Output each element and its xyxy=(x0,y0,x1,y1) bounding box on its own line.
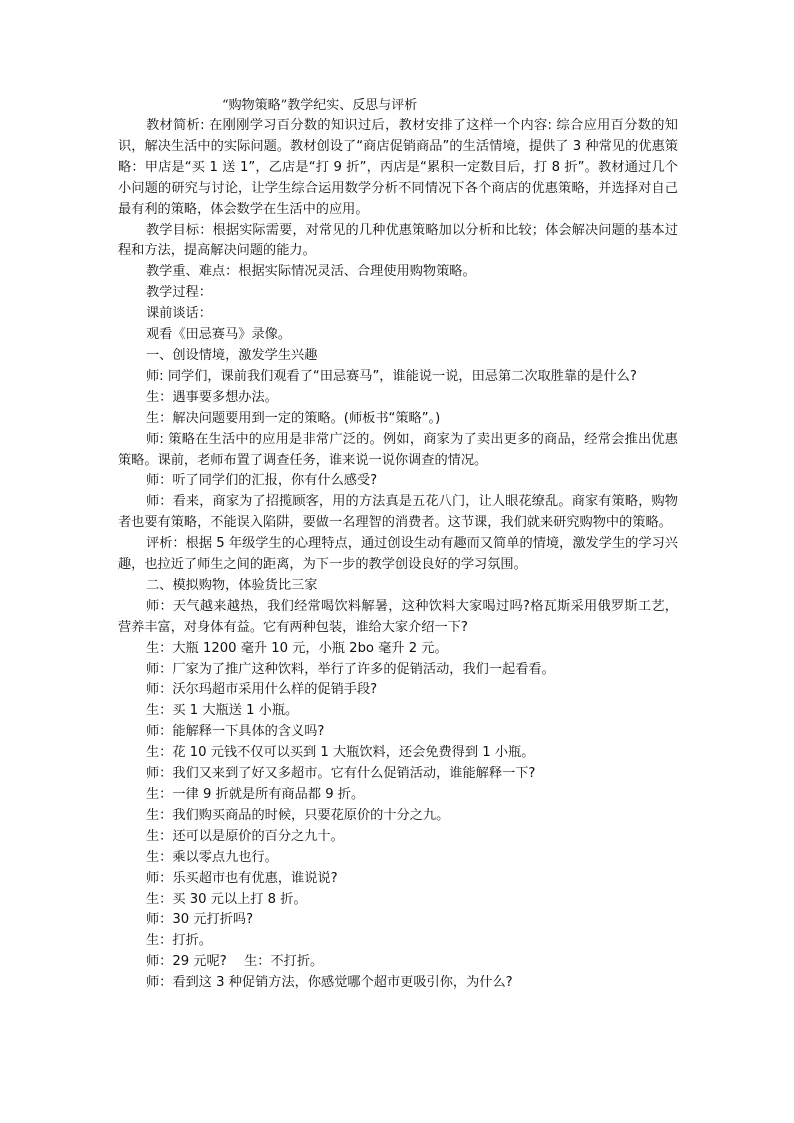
paragraph: 生：一律 9 折就是所有商品都 9 折。 xyxy=(146,787,365,802)
paragraph: 生：打折。 xyxy=(146,933,212,949)
paragraph: 教学目标：根据实际需要，对常见的几种优惠策略加以分析和比较；体会解决问题的基本过程和方法，提高解决问题的能力。 xyxy=(118,222,678,259)
paragraph: 教学过程： xyxy=(146,285,212,301)
paragraph: 生：买 1 大瓶送 1 小瓶。 xyxy=(146,703,299,719)
paragraph: 生：买 30 元以上打 8 折。 xyxy=(146,891,307,907)
paragraph: 师：看来，商家为了招揽顾客，用的方法真是五花八门，让人眼花缭乱。商家有策略，购物者也要有策略，不能误入陷阱，要做一名理智的消费者。这节课，我们就来研究购物中的策略。 xyxy=(118,494,678,531)
paragraph: 师：29 元呢? 生：不打折。 xyxy=(146,954,324,970)
paragraph: 生：大瓶 1200 毫升 10 元，小瓶 2bo 毫升 2 元。 xyxy=(146,640,448,656)
paragraph: 师：厂家为了推广这种饮料，举行了许多的促销活动，我们一起看看。 xyxy=(146,661,555,677)
paragraph: 师：听了同学们的汇报，你有什么感受? xyxy=(146,473,378,489)
document-title: “购物策略”教学纪实、反思与评析 xyxy=(222,98,418,113)
paragraph: 一、创设情境，激发学生兴趣 xyxy=(146,347,318,363)
paragraph: 课前谈话： xyxy=(146,306,212,322)
paragraph: 生：还可以是原价的百分之九十。 xyxy=(146,828,344,844)
paragraph: 师：乐买超市也有优惠，谁说说? xyxy=(146,870,338,886)
paragraph: 师：我们又来到了好又多超市。它有什么促销活动，谁能解释一下? xyxy=(146,766,536,782)
paragraph: 生：花 10 元钱不仅可以买到 1 大瓶饮料，还会免费得到 1 小瓶。 xyxy=(146,745,535,761)
paragraph: 师：能解释一下具体的含义吗? xyxy=(146,724,325,740)
paragraph: 师：看到这 3 种促销方法，你感觉哪个超市更吸引你，为什么? xyxy=(146,975,513,991)
paragraph: 师: 同学们，课前我们观看了“田忌赛马”，谁能说一说，田忌第二次取胜靠的是什么? xyxy=(146,368,637,384)
paragraph: 师：沃尔玛超市采用什么样的促销手段? xyxy=(146,682,378,698)
paragraph: 二、模拟购物，体验货比三家 xyxy=(146,577,318,593)
paragraph: 教材简析: 在刚刚学习百分数的知识过后，教材安排了这样一个内容: 综合应用百分数的知识，解决生活中的实际问题。教材创设了“商店促销商品”的生活情境，提供了 3 种常见的优惠策略：甲店是“买 1 送 1”，乙店是“打 9 折”，丙店是“累积一定数目后，打 8 折”。教材通过几个小问题的研究与讨论，让学生综合运用数学分析不同情况下各个商店的优惠策略，并选择对自己最有利的策略，体会数学在生活中的应用。 xyxy=(118,118,678,217)
paragraph: 教学重、难点：根据实际情况灵活、合理使用购物策略。 xyxy=(146,264,476,280)
document-page xyxy=(118,95,678,994)
paragraph: 评析：根据 5 年级学生的心理特点，通过创设生动有趣而又简单的情境，激发学生的学习兴趣，也拉近了师生之间的距离，为下一步的教学创设良好的学习氛围。 xyxy=(118,536,678,573)
paragraph: 师: 策略在生活中的应用是非常广泛的。例如，商家为了卖出更多的商品，经常会推出优惠策略。课前，老师布置了调查任务，谁来说一说你调查的情况。 xyxy=(118,431,678,468)
paragraph: 师：30 元打折吗? xyxy=(146,912,254,928)
paragraph: 生：乘以零点九也行。 xyxy=(146,849,278,865)
paragraph: 师：天气越来越热，我们经常喝饮料解暑，这种饮料大家喝过吗?格瓦斯采用俄罗斯工艺，营养丰富，对身体有益。它有两种包装，谁给大家介绍一下? xyxy=(118,598,678,635)
paragraph: 观看《田忌赛马》录像。 xyxy=(146,327,292,343)
paragraph: 生：解决问题要用到一定的策略。(师板书“策略”。) xyxy=(146,410,441,426)
paragraph: 生：我们购买商品的时候，只要花原价的十分之九。 xyxy=(146,807,450,823)
document-body xyxy=(118,116,678,994)
paragraph: 生：遇事要多想办法。 xyxy=(146,389,278,405)
